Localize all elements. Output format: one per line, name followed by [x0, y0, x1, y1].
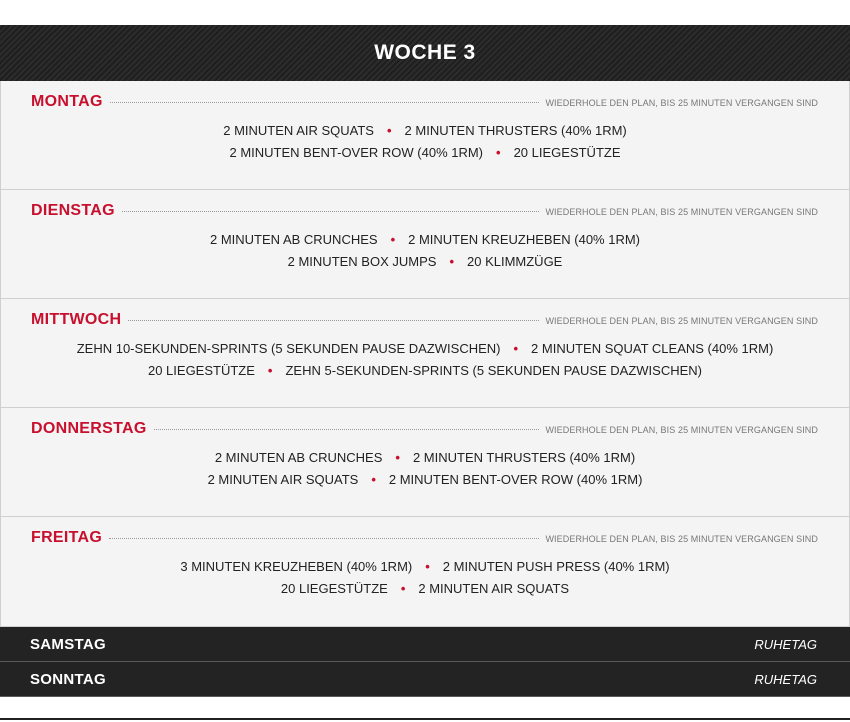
day-name: FREITAG [31, 529, 103, 546]
repeat-note: WIEDERHOLE DEN PLAN, BIS 25 MINUTEN VERGANGEN SIND [545, 316, 818, 326]
exercise-item: ZEHN 10-SEKUNDEN-SPRINTS (5 SEKUNDEN PAUSE DAZWISCHEN) [76, 341, 501, 356]
exercise-line [1, 338, 849, 360]
day-header [31, 311, 818, 329]
dotted-leader [154, 429, 540, 430]
exercise-item: 2 MINUTEN AIR SQUATS [207, 472, 359, 487]
exercise-item: 20 KLIMMZÜGE [467, 254, 563, 269]
day-block [0, 190, 850, 299]
rest-day-name: SAMSTAG [30, 635, 106, 653]
exercise-line [1, 251, 849, 273]
day-list [0, 81, 850, 627]
bullet-separator: • [496, 145, 501, 160]
day-header [31, 93, 818, 111]
exercise-item: 20 LIEGESTÜTZE [147, 363, 255, 378]
exercise-lines [1, 120, 849, 164]
exercise-item: 2 MINUTEN BOX JUMPS [287, 254, 437, 269]
bottom-divider [0, 718, 850, 720]
week-title: WOCHE 3 [0, 25, 850, 81]
exercise-item: 20 LIEGESTÜTZE [513, 145, 621, 160]
exercise-item: 2 MINUTEN PUSH PRESS (40% 1RM) [442, 559, 670, 574]
repeat-note: WIEDERHOLE DEN PLAN, BIS 25 MINUTEN VERGANGEN SIND [545, 534, 818, 544]
day-block [0, 299, 850, 408]
workout-plan [0, 25, 850, 697]
repeat-note: WIEDERHOLE DEN PLAN, BIS 25 MINUTEN VERGANGEN SIND [545, 425, 818, 435]
exercise-lines [1, 338, 849, 382]
bullet-separator: • [386, 123, 392, 138]
day-name: DONNERSTAG [31, 420, 147, 437]
bullet-separator: • [425, 559, 430, 574]
exercise-item: 2 MINUTEN THRUSTERS (40% 1RM) [412, 450, 636, 465]
exercise-item: 2 MINUTEN AB CRUNCHES [214, 450, 383, 465]
repeat-note: WIEDERHOLE DEN PLAN, BIS 25 MINUTEN VERGANGEN SIND [545, 207, 818, 217]
day-block [0, 517, 850, 627]
rest-day-saturday [0, 627, 850, 662]
exercise-item: 20 LIEGESTÜTZE [280, 581, 388, 596]
exercise-item: 3 MINUTEN KREUZHEBEN (40% 1RM) [180, 559, 413, 574]
exercise-line [1, 578, 849, 600]
bullet-separator: • [400, 581, 406, 596]
bullet-separator: • [390, 232, 396, 247]
day-name: DIENSTAG [31, 202, 115, 219]
bullet-separator: • [395, 450, 400, 465]
exercise-item: 2 MINUTEN SQUAT CLEANS (40% 1RM) [531, 341, 774, 356]
bullet-separator: • [371, 472, 376, 487]
rest-day-sunday [0, 662, 850, 697]
exercise-item: 2 MINUTEN THRUSTERS (40% 1RM) [404, 123, 627, 138]
exercise-line [1, 229, 849, 251]
exercise-lines [1, 447, 849, 491]
day-header [31, 202, 818, 220]
exercise-item: ZEHN 5-SEKUNDEN-SPRINTS (5 SEKUNDEN PAUSE DAZWISCHEN) [285, 363, 703, 378]
exercise-line [1, 447, 849, 469]
day-block [0, 81, 850, 190]
day-header [31, 529, 818, 547]
day-name: MONTAG [31, 93, 103, 110]
day-header [31, 420, 818, 438]
exercise-line [1, 142, 849, 164]
exercise-item: 2 MINUTEN AIR SQUATS [223, 123, 374, 138]
dotted-leader [109, 538, 539, 539]
rest-day-label: RUHETAG [754, 636, 817, 652]
exercise-item: 2 MINUTEN AB CRUNCHES [209, 232, 378, 247]
bullet-separator: • [513, 341, 519, 356]
day-name: MITTWOCH [31, 311, 122, 328]
exercise-line [1, 469, 849, 491]
exercise-item: 2 MINUTEN BENT-OVER ROW (40% 1RM) [388, 472, 643, 487]
exercise-lines [1, 229, 849, 273]
exercise-item: 2 MINUTEN AIR SQUATS [418, 581, 570, 596]
exercise-item: 2 MINUTEN BENT-OVER ROW (40% 1RM) [229, 145, 484, 160]
exercise-lines [1, 556, 849, 600]
exercise-line [1, 120, 849, 142]
rest-day-name: SONNTAG [30, 670, 106, 688]
dotted-leader [110, 102, 540, 103]
bullet-separator: • [267, 363, 273, 378]
dotted-leader [128, 320, 539, 321]
rest-day-label: RUHETAG [754, 671, 817, 687]
exercise-line [1, 556, 849, 578]
exercise-line [1, 360, 849, 382]
day-block [0, 408, 850, 517]
bullet-separator: • [449, 254, 454, 269]
exercise-item: 2 MINUTEN KREUZHEBEN (40% 1RM) [408, 232, 640, 247]
dotted-leader [122, 211, 540, 212]
repeat-note: WIEDERHOLE DEN PLAN, BIS 25 MINUTEN VERGANGEN SIND [545, 98, 818, 108]
